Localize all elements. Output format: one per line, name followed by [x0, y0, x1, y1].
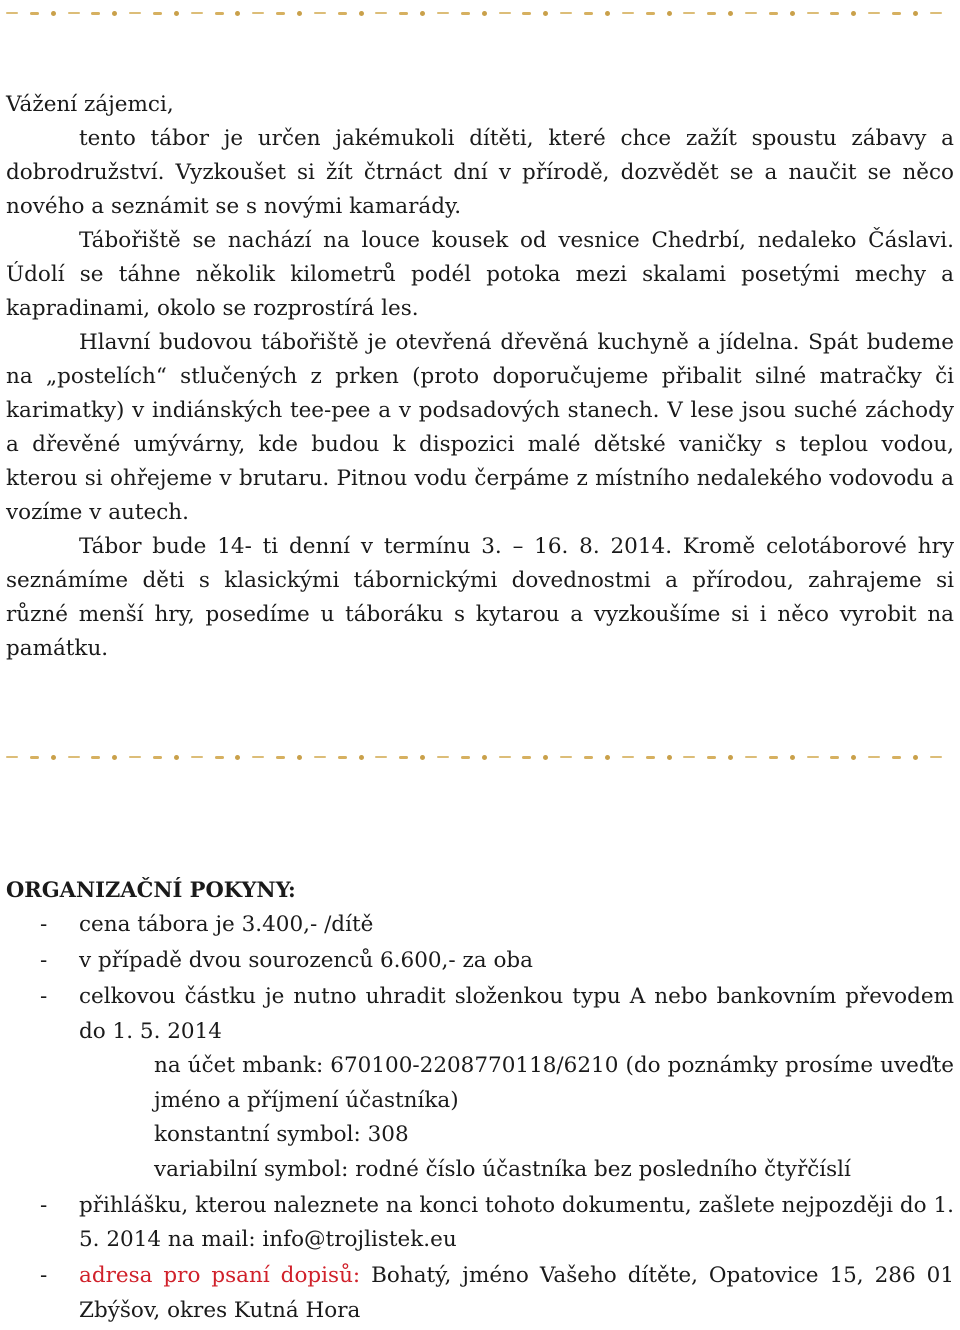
ornament-mark: [499, 12, 511, 14]
list-dash: -: [40, 948, 48, 973]
intro-paragraph-3: Hlavní budovou tábořiště je otevřená dřevěná kuchyně a jídelna. Spát budeme na „postelích“ stlučených z prken (proto doporučujeme přibalit silné matračky či karimatky) v indiánských tee-pee a v podsadových stanech. V lese jsou suché záchody a dřevěné umývárny, kde budou k dispozici malé dětské vaničky s teplou vodou, kterou si ohřejeme v brutaru. Pitnou vodu čerpáme z místního nedalekého vodovodu a vozíme v autech.: [6, 330, 954, 525]
ornament-mark: [807, 12, 819, 14]
ornament-mark: [420, 11, 425, 16]
ornament-mark: [930, 756, 942, 758]
ornament-mark: [51, 755, 56, 760]
list-item-payment: [6, 980, 954, 1187]
ornament-mark: [560, 756, 572, 758]
ornament-mark: [728, 11, 733, 16]
ornament-mark: [584, 756, 593, 759]
section-title: ORGANIZAČNÍ POKYNY:: [6, 877, 296, 902]
ornament-mark: [51, 11, 56, 16]
payment-text: celkovou částku je nutno uhradit složenkou typu A nebo bankovním převodem do 1. 5. 2014: [79, 984, 954, 1044]
ornament-mark: [297, 755, 302, 760]
ornament-mark: [153, 756, 162, 759]
ornament-mark: [892, 12, 901, 15]
ornament-mark: [543, 11, 548, 16]
ornament-mark: [276, 756, 285, 759]
ornament-mark: [112, 755, 117, 760]
ornament-mark: [790, 755, 795, 760]
ornament-mark: [174, 11, 179, 16]
ornament-mark: [399, 12, 408, 15]
ornament-mark: [235, 755, 240, 760]
ornament-mark: [191, 12, 203, 14]
ornament-mark: [769, 12, 778, 15]
ornament-mark: [252, 756, 264, 758]
ornament-mark: [191, 756, 203, 758]
address-value: Bohatý, jméno Vašeho dítěte, Opatovice 15, 286 01 Zbýšov, okres Kutná Hora: [79, 1263, 954, 1323]
ornament-mark: [91, 756, 100, 759]
ornament-mark: [129, 756, 141, 758]
ornament-mark: [892, 756, 901, 759]
ornament-mark: [522, 756, 531, 759]
ornament-mark: [129, 12, 141, 14]
constant-symbol: konstantní symbol: 308: [154, 1122, 409, 1147]
list-dash: -: [40, 1263, 48, 1288]
ornament-mark: [215, 12, 224, 15]
ornament-mark: [646, 756, 655, 759]
ornament-mark: [399, 756, 408, 759]
ornament-mark: [622, 12, 634, 14]
ornament-mark: [153, 12, 162, 15]
ornament-mark: [68, 756, 80, 758]
ornament-mark: [6, 12, 18, 14]
ornament-mark: [584, 12, 593, 15]
ornament-mark: [807, 756, 819, 758]
ornament-mark: [707, 12, 716, 15]
ornament-mark: [437, 12, 449, 14]
ornament-mark: [375, 756, 387, 758]
intro-paragraph-2: Tábořiště se nachází na louce kousek od vesnice Chedrbí, nedaleko Čáslavi. Údolí se táhne několik kilometrů podél potoka mezi skalami posetými mechy a kapradinami, okolo se rozprostírá les.: [6, 228, 954, 321]
ornament-mark: [314, 756, 326, 758]
intro-paragraph-4: Tábor bude 14- ti denní v termínu 3. – 16. 8. 2014. Kromě celotáborové hry seznámíme děti s klasickými tábornickými dovednostmi a přírodou, zahrajeme si různé menší hry, posedíme u táboráku s kytarou a vyzkoušíme si i něco vyrobit na památku.: [6, 534, 954, 661]
ornament-mark: [522, 12, 531, 15]
ornament-mark: [338, 756, 347, 759]
list-item-application: [6, 1189, 954, 1258]
ornament-mark: [276, 12, 285, 15]
ornament-mark: [930, 12, 942, 14]
middle-ornament-divider: [6, 750, 942, 764]
ornament-mark: [375, 12, 387, 14]
application-text: přihlášku, kterou naleznete na konci tohoto dokumentu, zašlete nejpozději do 1. 5. 2014 na mail: info@trojlistek.eu: [79, 1192, 954, 1252]
top-ornament-divider: [6, 6, 942, 20]
ornament-mark: [252, 12, 264, 14]
ornament-mark: [913, 755, 918, 760]
ornament-mark: [683, 756, 695, 758]
ornament-mark: [437, 756, 449, 758]
ornament-mark: [830, 12, 839, 15]
ornament-mark: [913, 11, 918, 16]
ornament-mark: [482, 755, 487, 760]
ornament-mark: [68, 12, 80, 14]
ornament-mark: [851, 755, 856, 760]
ornament-mark: [112, 11, 117, 16]
list-item-siblings: [6, 944, 954, 979]
payment-details: [79, 1049, 954, 1187]
ornament-mark: [420, 755, 425, 760]
ornament-mark: [235, 11, 240, 16]
bank-account: na účet mbank: 670100-2208770118/6210 (do poznámky prosíme uveďte jméno a příjmení účastníka): [154, 1053, 954, 1113]
instructions-list: [6, 908, 954, 1328]
ornament-mark: [683, 12, 695, 14]
salutation: Vážení zájemci,: [6, 92, 174, 117]
list-item-price: [6, 908, 954, 943]
ornament-mark: [707, 756, 716, 759]
organizational-instructions: [6, 873, 954, 1330]
ornament-mark: [868, 12, 880, 14]
ornament-mark: [30, 12, 39, 15]
ornament-mark: [314, 12, 326, 14]
siblings-text: v případě dvou sourozenců 6.600,- za oba: [79, 948, 533, 973]
ornament-mark: [560, 12, 572, 14]
ornament-mark: [461, 756, 470, 759]
ornament-mark: [499, 756, 511, 758]
ornament-mark: [543, 755, 548, 760]
ornament-mark: [790, 11, 795, 16]
ornament-mark: [359, 11, 364, 16]
list-dash: -: [40, 984, 48, 1009]
ornament-mark: [338, 12, 347, 15]
intro-letter: [6, 88, 954, 666]
ornament-mark: [851, 11, 856, 16]
list-dash: -: [40, 1192, 48, 1218]
price-text: cena tábora je 3.400,- /dítě: [79, 912, 374, 937]
ornament-mark: [91, 12, 100, 15]
ornament-mark: [667, 11, 672, 16]
ornament-mark: [745, 756, 757, 758]
ornament-mark: [482, 11, 487, 16]
address-label: adresa pro psaní dopisů:: [79, 1263, 361, 1288]
ornament-mark: [359, 755, 364, 760]
ornament-mark: [174, 755, 179, 760]
ornament-mark: [622, 756, 634, 758]
ornament-mark: [728, 755, 733, 760]
ornament-mark: [605, 11, 610, 16]
ornament-mark: [667, 755, 672, 760]
variable-symbol: variabilní symbol: rodné číslo účastníka bez posledního čtyřčíslí: [154, 1156, 851, 1182]
ornament-mark: [215, 756, 224, 759]
ornament-mark: [745, 12, 757, 14]
list-dash: -: [40, 912, 48, 937]
ornament-mark: [769, 756, 778, 759]
ornament-mark: [6, 756, 18, 758]
list-item-address: [6, 1259, 954, 1328]
ornament-mark: [461, 12, 470, 15]
intro-paragraph-1: tento tábor je určen jakémukoli dítěti, které chce zažít spoustu zábavy a dobrodružství. Vyzkoušet si žít čtrnáct dní v přírodě, dozvědět se a naučit se něco nového a seznámit se s novými kamarády.: [6, 126, 954, 219]
ornament-mark: [868, 756, 880, 758]
ornament-mark: [830, 756, 839, 759]
ornament-mark: [30, 756, 39, 759]
ornament-mark: [605, 755, 610, 760]
ornament-mark: [297, 11, 302, 16]
ornament-mark: [646, 12, 655, 15]
